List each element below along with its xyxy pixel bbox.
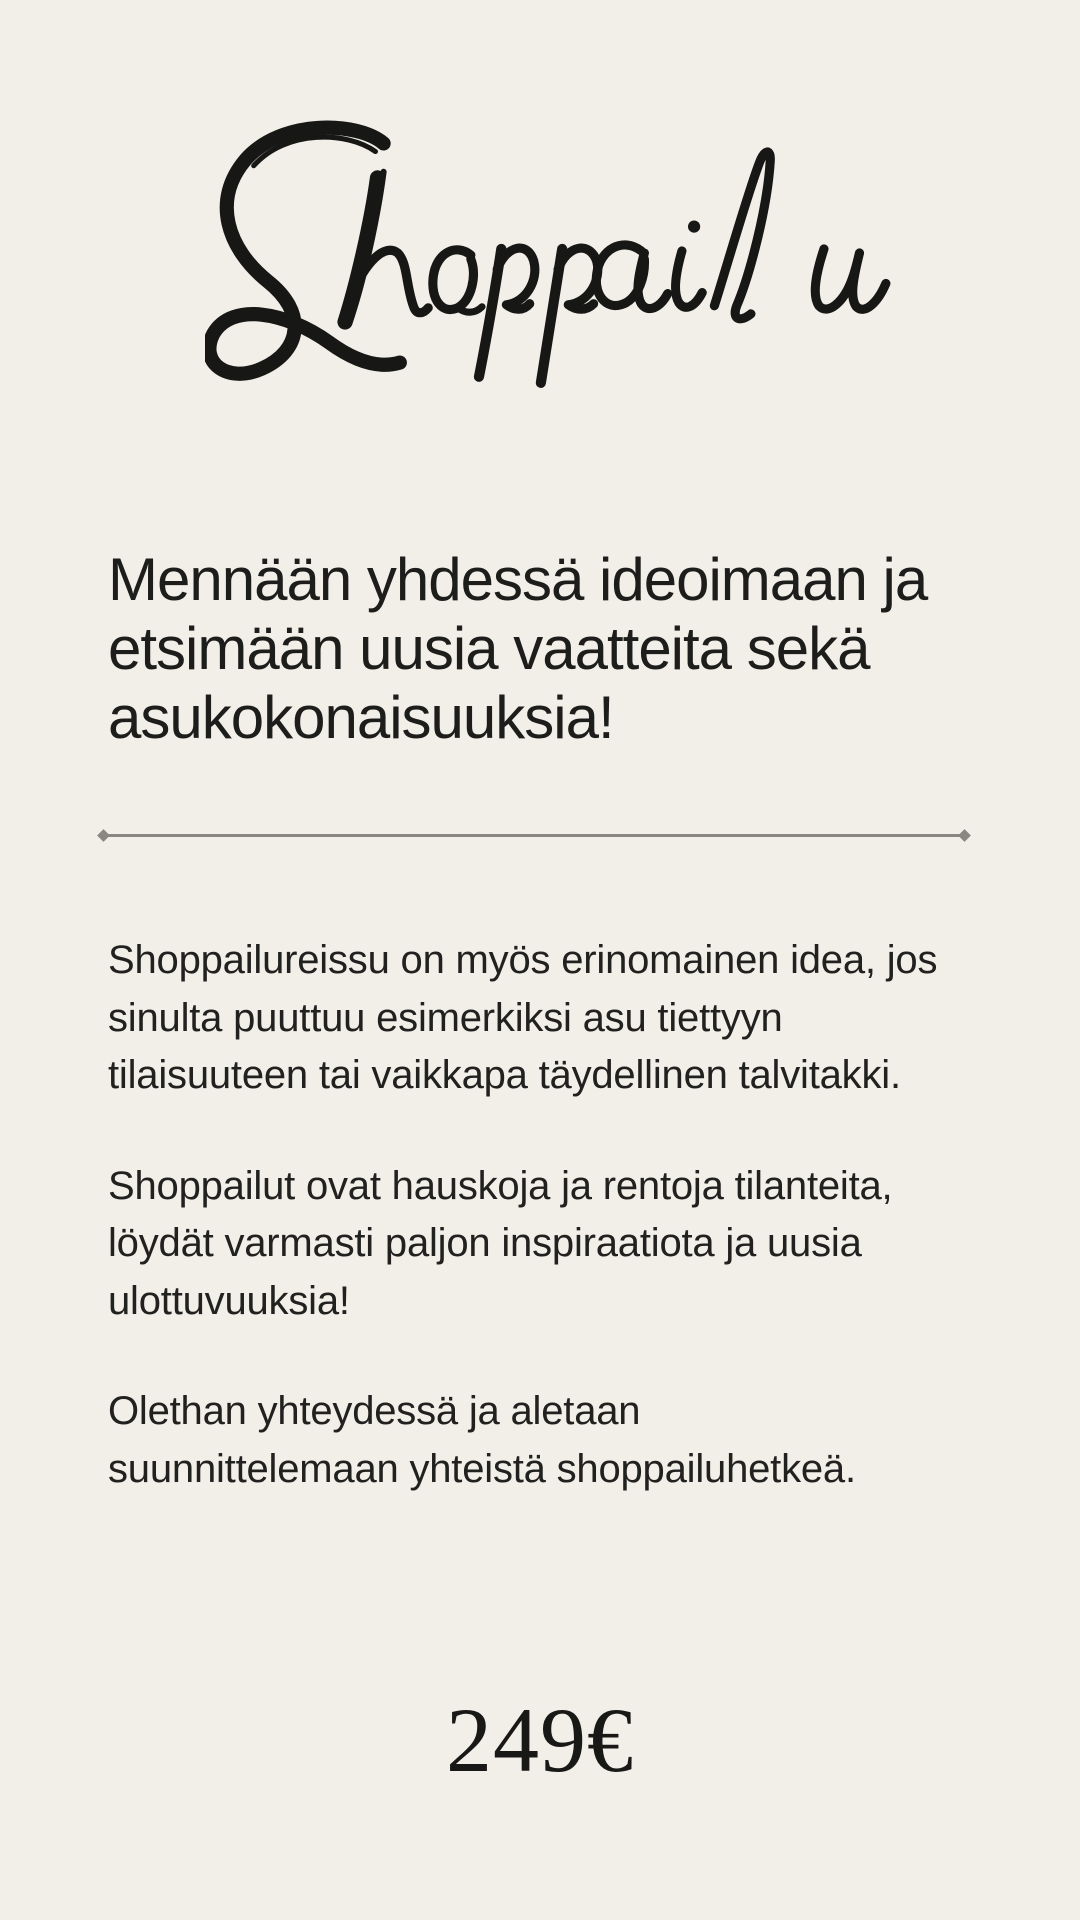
heading-line: etsimään uusia vaatteita sekä [108, 615, 870, 683]
section-divider [103, 834, 965, 837]
body-copy [108, 932, 1008, 1551]
paragraph-line: Shoppailureissu on myös erinomainen idea, jos [108, 938, 938, 982]
page-title [108, 545, 927, 752]
price-label: 249€ [446, 1689, 634, 1791]
paragraph-line: sinulta puuttuu esimerkiksi asu tiettyyn [108, 995, 783, 1040]
paragraph-line: Shoppailut ovat hauskoja ja rentoja tilanteita, [108, 1163, 893, 1208]
divider-left-cap [97, 829, 110, 842]
paragraph [108, 1158, 1008, 1331]
paragraph [108, 1383, 1008, 1498]
heading-line: Mennään yhdessä ideoimaan ja [108, 546, 928, 614]
paragraph-line: löydät varmasti paljon inspiraatiota ja uusia [108, 1221, 862, 1265]
paragraph [108, 932, 1008, 1105]
paragraph-line: tilaisuuteen tai vaikkapa täydellinen talvitakki. [108, 1053, 901, 1097]
logo-shoppailu [205, 118, 895, 390]
paragraph-line: ulottuvuuksia! [108, 1278, 350, 1323]
divider-right-cap [958, 829, 971, 842]
paragraph-line: Olethan yhteydessä ja aletaan [108, 1389, 641, 1433]
heading-line: asukokonaisuuksia! [108, 684, 614, 752]
paragraph-line: suunnittelemaan yhteistä shoppailuhetkeä. [108, 1446, 856, 1491]
logo-script-icon [205, 118, 895, 390]
